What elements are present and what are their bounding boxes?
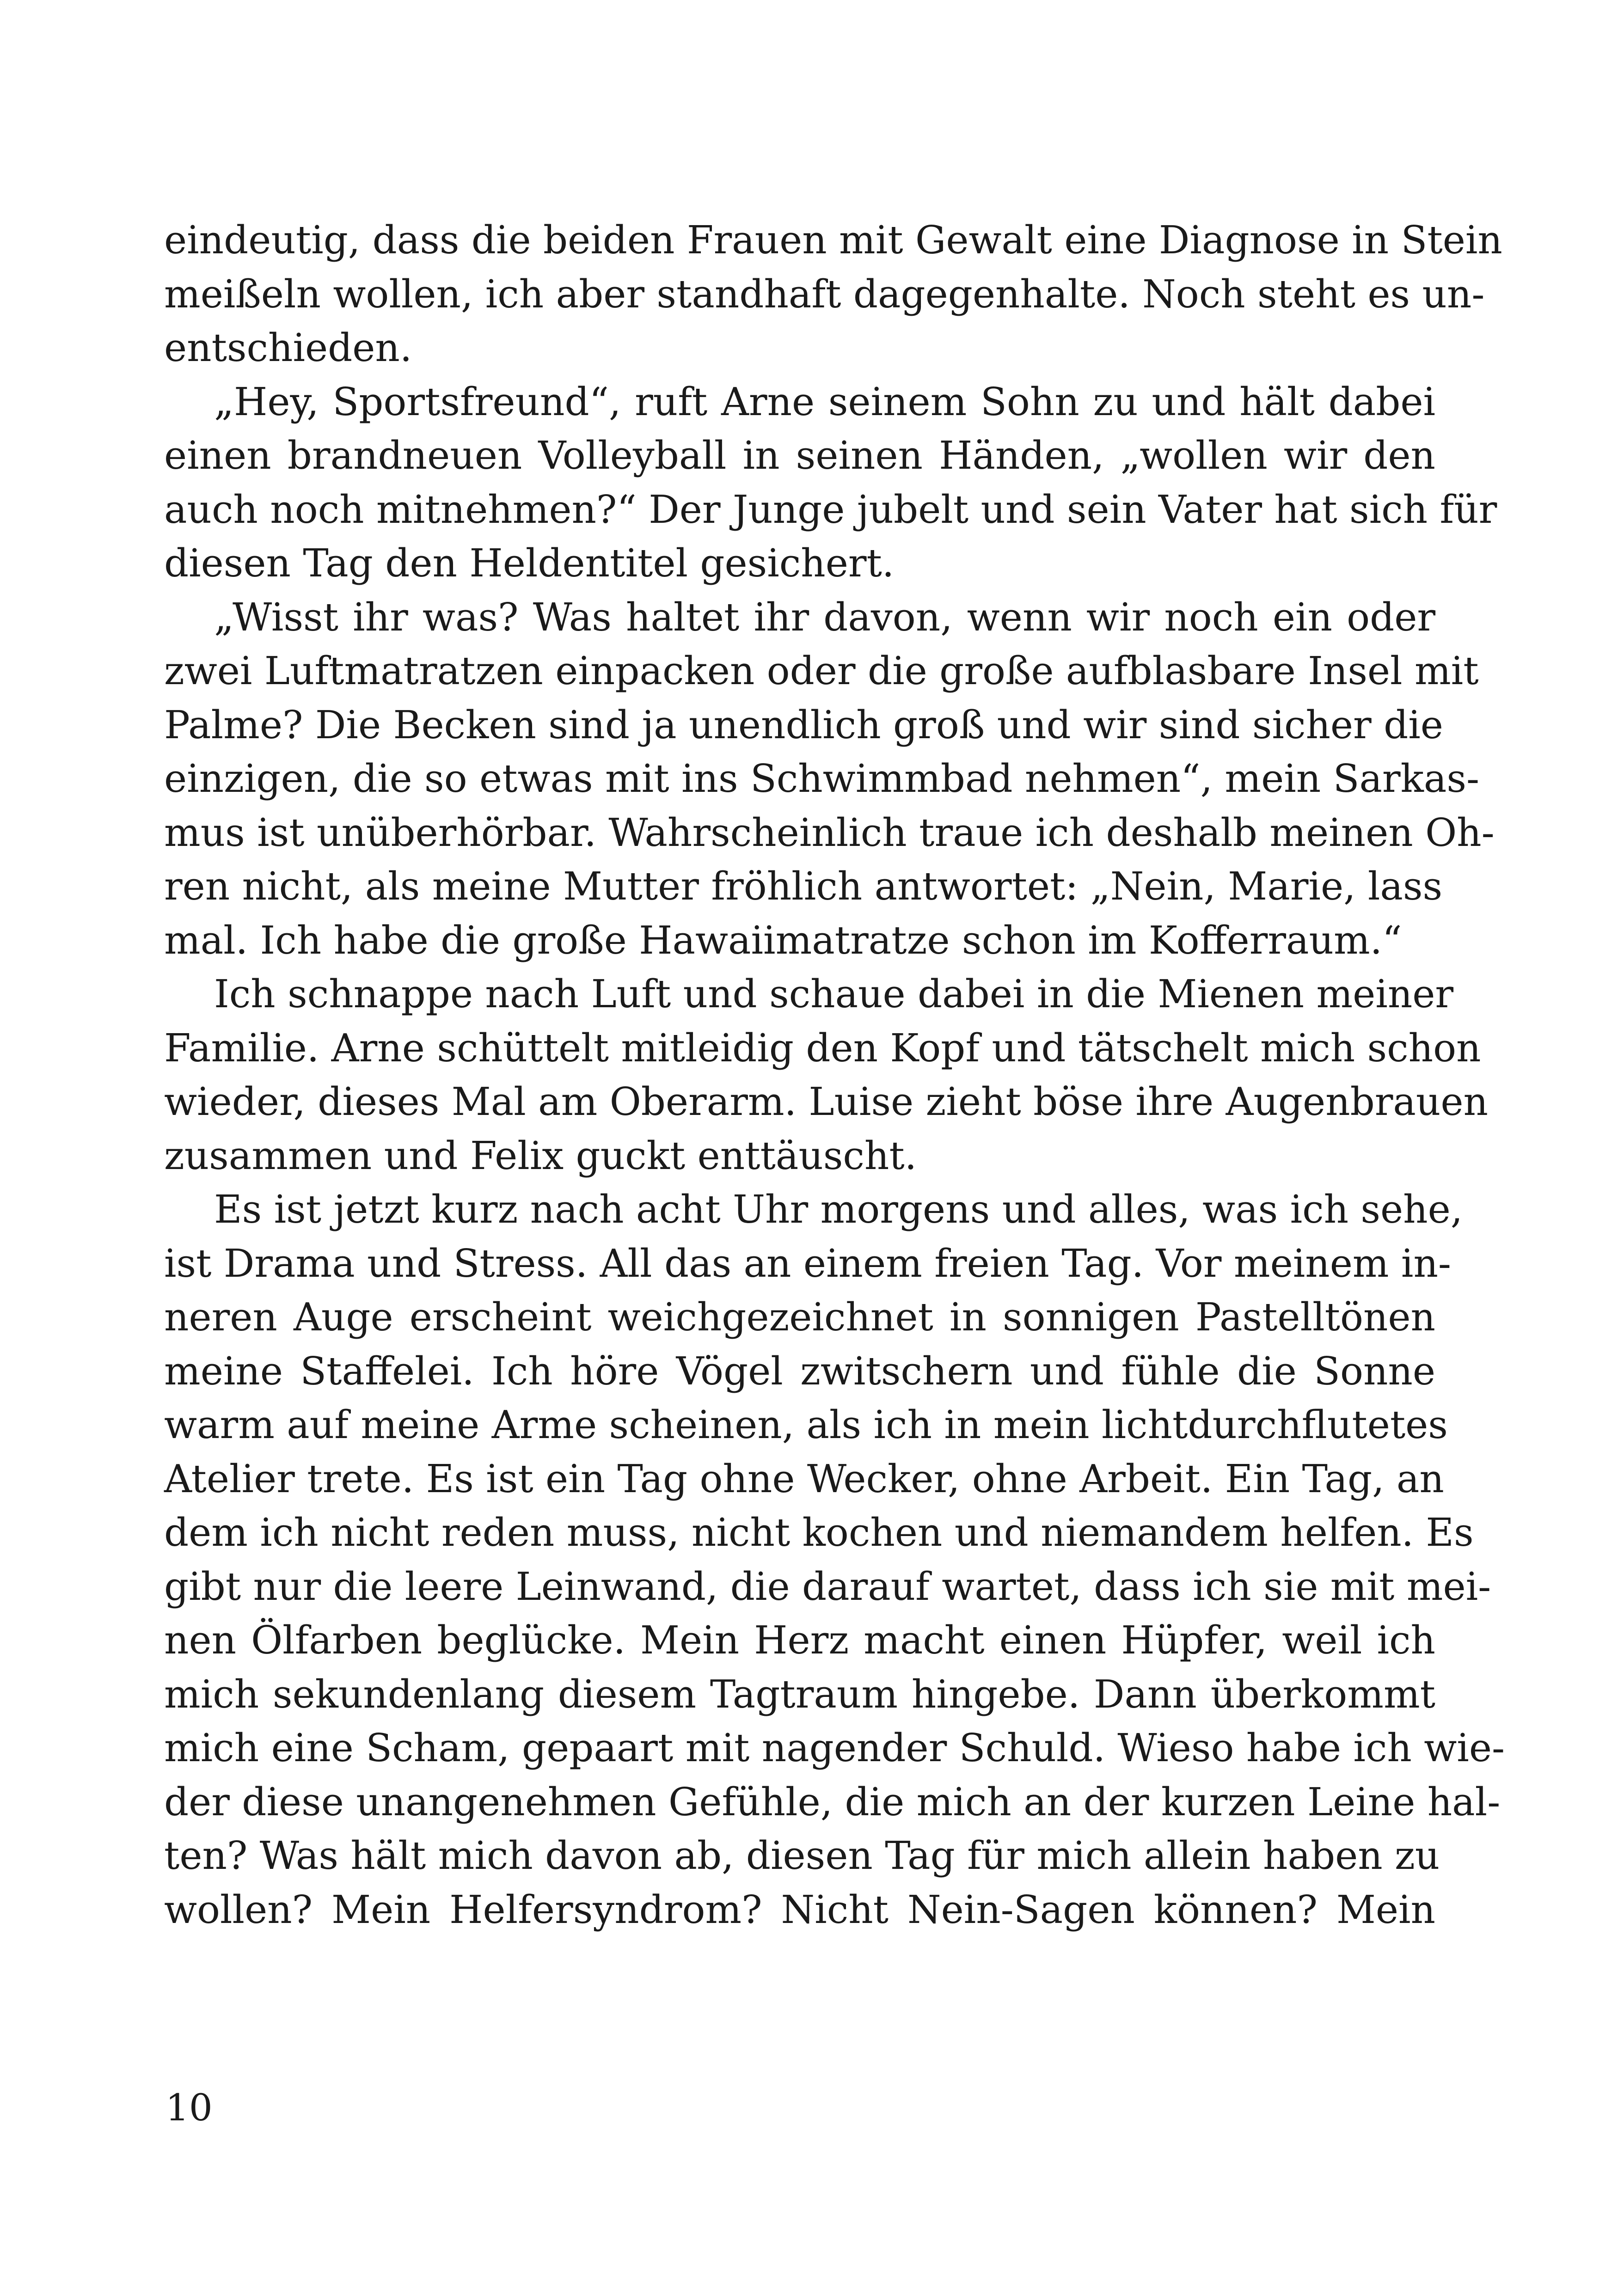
text-line: meine Staffelei. Ich höre Vögel zwitschern und fühle die Sonne	[164, 1348, 1435, 1394]
text-line: nen Ölfarben beglücke. Mein Herz macht einen Hüpfer, weil ich	[164, 1618, 1435, 1663]
text-line: Palme? Die Becken sind ja unendlich groß und wir sind sicher die	[164, 702, 1443, 747]
text-line: Familie. Arne schüttelt mitleidig den Kopf und tätschelt mich schon	[164, 1025, 1481, 1071]
text-line: Es ist jetzt kurz nach acht Uhr morgens und alles, was ich sehe,	[214, 1187, 1463, 1232]
text-line: mich sekundenlang diesem Tagtraum hingebe. Dann überkommt	[164, 1671, 1435, 1717]
text-line: „Hey, Sportsfreund“, ruft Arne seinem Sohn zu und hält dabei	[214, 379, 1435, 424]
text-line: ten? Was hält mich davon ab, diesen Tag für mich allein haben zu	[164, 1833, 1440, 1878]
text-line: dem ich nicht reden muss, nicht kochen und niemandem helfen. Es	[164, 1510, 1474, 1555]
text-line: mus ist unüberhörbar. Wahrscheinlich traue ich deshalb meinen Oh-	[164, 810, 1495, 855]
text-line: ren nicht, als meine Mutter fröhlich antwortet: „Nein, Marie, lass	[164, 864, 1443, 909]
text-line: neren Auge erscheint weichgezeichnet in sonnigen Pastelltönen	[164, 1295, 1435, 1340]
text-line: einen brandneuen Volleyball in seinen Händen, „wollen wir den	[164, 433, 1435, 478]
text-line: einzigen, die so etwas mit ins Schwimmbad nehmen“, mein Sarkas-	[164, 756, 1480, 801]
text-line: wieder, dieses Mal am Oberarm. Luise zieht böse ihre Augenbrauen	[164, 1079, 1488, 1124]
page-number: 10	[165, 2086, 213, 2129]
text-line: diesen Tag den Heldentitel gesichert.	[164, 541, 895, 586]
text-line: ist Drama und Stress. All das an einem freien Tag. Vor meinem in-	[164, 1241, 1451, 1286]
text-line: Ich schnappe nach Luft und schaue dabei in die Mienen meiner	[214, 972, 1454, 1016]
text-line: zusammen und Felix guckt enttäuscht.	[164, 1133, 917, 1178]
text-line: mal. Ich habe die große Hawaiimatratze schon im Kofferraum.“	[164, 918, 1402, 963]
text-line: mich eine Scham, gepaart mit nagender Schuld. Wieso habe ich wie-	[164, 1726, 1505, 1770]
text-line: „Wisst ihr was? Was haltet ihr davon, wenn wir noch ein oder	[214, 594, 1435, 640]
text-line: meißeln wollen, ich aber standhaft dagegenhalte. Noch steht es un-	[164, 271, 1485, 317]
text-line: entschieden.	[164, 325, 412, 370]
text-line: wollen? Mein Helfersyndrom? Nicht Nein-Sagen können? Mein	[164, 1887, 1435, 1932]
text-line: eindeutig, dass die beiden Frauen mit Gewalt eine Diagnose in Stein	[164, 218, 1502, 263]
text-line: Atelier trete. Es ist ein Tag ohne Wecker, ohne Arbeit. Ein Tag, an	[164, 1456, 1444, 1501]
text-line: zwei Luftmatratzen einpacken oder die große aufblasbare Insel mit	[164, 649, 1479, 693]
text-line: der diese unangenehmen Gefühle, die mich an der kurzen Leine hal-	[164, 1779, 1501, 1825]
text-line: gibt nur die leere Leinwand, die darauf wartet, dass ich sie mit mei-	[164, 1564, 1491, 1609]
text-line: warm auf meine Arme scheinen, als ich in mein lichtdurchflutetes	[164, 1402, 1448, 1447]
text-line: auch noch mitnehmen?“ Der Junge jubelt und sein Vater hat sich für	[164, 487, 1497, 532]
body-text	[164, 214, 1505, 1937]
